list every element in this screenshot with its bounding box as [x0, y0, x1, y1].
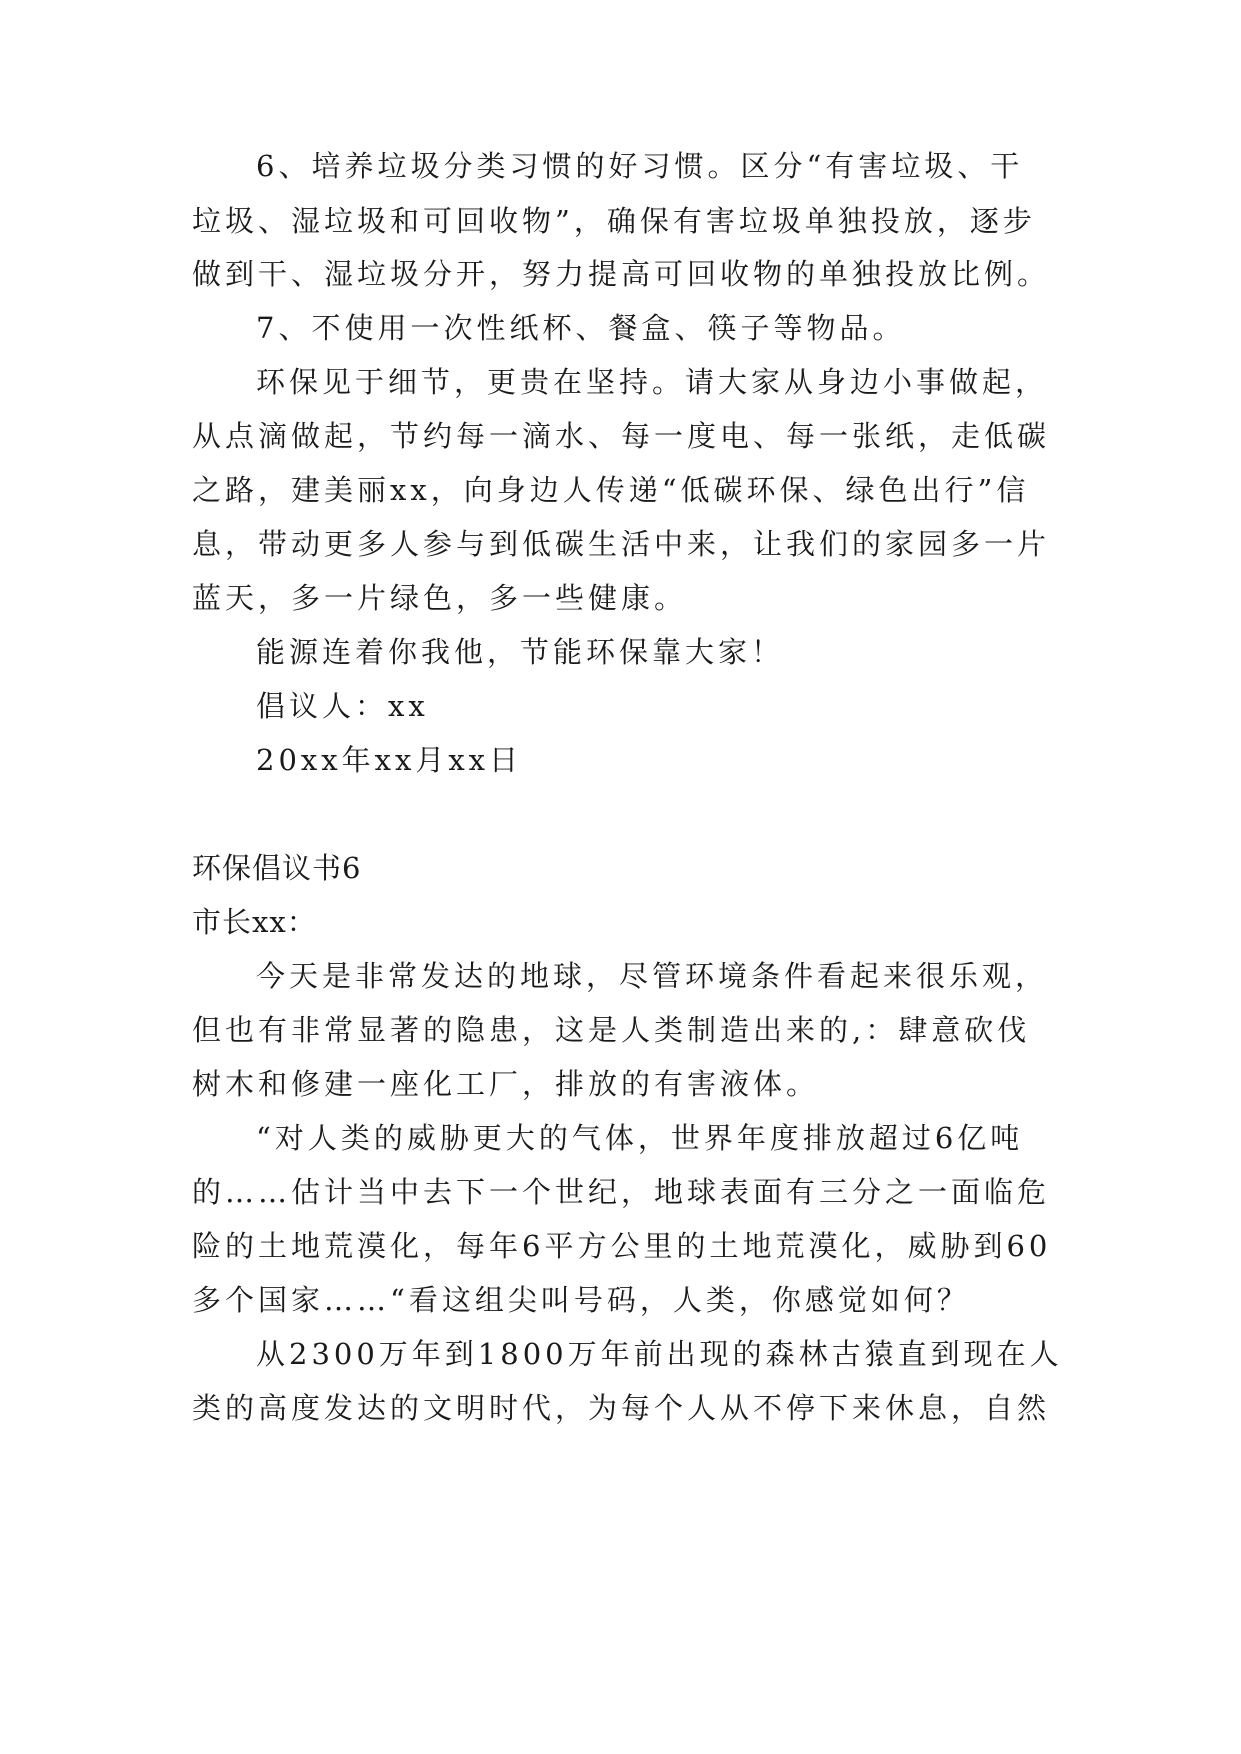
item-6-line-1: 6、培养垃圾分类习惯的好习惯。区分“有害垃圾、干	[256, 149, 1024, 183]
item-7: 7、不使用一次性纸杯、餐盒、筷子等物品。	[256, 311, 906, 345]
closing-paragraph-line-2: 从点滴做起，节约每一滴水、每一度电、每一张纸，走低碳	[192, 419, 1051, 453]
closing-paragraph-line-5: 蓝天，多一片绿色，多一些健康。	[192, 581, 688, 615]
item-6-line-3: 做到干、湿垃圾分开，努力提高可回收物的单独投放比例。	[192, 257, 1051, 291]
date: 20xx年xx月xx日	[256, 743, 523, 777]
closing-paragraph-line-4: 息，带动更多人参与到低碳生活中来，让我们的家园多一片	[192, 527, 1051, 561]
letter-paragraph-3-line-1: 从2300万年到1800万年前出现的森林古猿直到现在人	[256, 1337, 1063, 1371]
letter-paragraph-3-line-2: 类的高度发达的文明时代，为每个人从不停下来休息，自然	[192, 1391, 1051, 1425]
letter-paragraph-1-line-3: 树木和修建一座化工厂，排放的有害液体。	[192, 1067, 820, 1101]
slogan: 能源连着你我他，节能环保靠大家！	[256, 635, 785, 669]
signer: 倡议人：xx	[256, 689, 429, 723]
letter-paragraph-2-line-4: 多个国家……“看这组尖叫号码，人类，你感觉如何？	[192, 1283, 970, 1317]
salutation: 市长xx：	[192, 905, 317, 939]
letter-paragraph-2-line-1: “对人类的威胁更大的气体，世界年度排放超过6亿吨	[256, 1121, 1024, 1155]
letter-paragraph-2-line-3: 险的土地荒漠化，每年6平方公里的土地荒漠化，威胁到60	[192, 1229, 1052, 1263]
letter-paragraph-1-line-1: 今天是非常发达的地球，尽管环境条件看起来很乐观，	[256, 959, 1049, 993]
letter-paragraph-2-line-2: 的……估计当中去下一个世纪，地球表面有三分之一面临危	[192, 1175, 1051, 1209]
letter-paragraph-1-line-2: 但也有非常显著的隐患，这是人类制造出来的,：肆意砍伐	[192, 1013, 1031, 1047]
section-heading: 环保倡议书6	[192, 851, 362, 885]
closing-paragraph-line-1: 环保见于细节，更贵在坚持。请大家从身边小事做起，	[256, 365, 1049, 399]
item-6-line-2: 垃圾、湿垃圾和可回收物”，确保有害垃圾单独投放，逐步	[192, 204, 1036, 238]
closing-paragraph-line-3: 之路，建美丽xx，向身边人传递“低碳环保、绿色出行”信	[192, 473, 1030, 507]
